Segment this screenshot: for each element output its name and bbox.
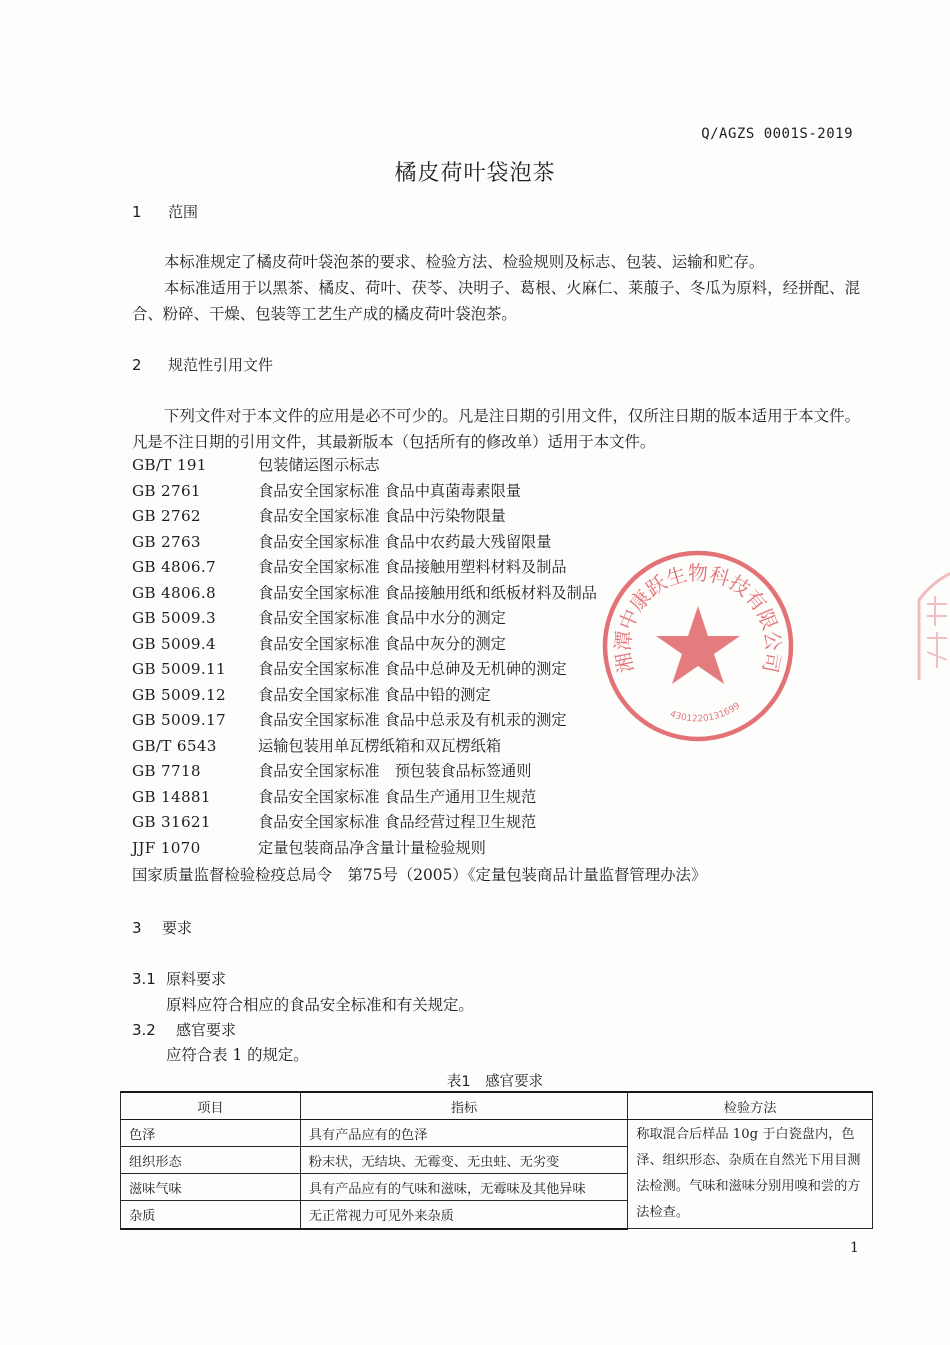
section-title: 范围 bbox=[168, 203, 199, 221]
reference-item bbox=[132, 759, 531, 784]
decree-reference: 国家质量监督检验检疫总局令 第75号（2005）《定量包装商品计量监督管理办法》 bbox=[132, 866, 707, 884]
header-index: 指标 bbox=[300, 1092, 628, 1120]
reference-title: 食品安全国家标准 食品中水分的测定 bbox=[258, 609, 506, 627]
section-3-heading bbox=[132, 917, 192, 938]
cell-index: 具有产品应有的色泽 bbox=[300, 1120, 628, 1147]
reference-code: GB 31621 bbox=[132, 813, 211, 831]
edge-seal-fragment bbox=[913, 570, 950, 680]
cell-item: 组织形态 bbox=[121, 1147, 301, 1174]
header-item: 项目 bbox=[121, 1092, 301, 1120]
reference-code: GB 2763 bbox=[132, 532, 201, 551]
reference-title: 食品安全国家标准 食品中总汞及有机汞的测定 bbox=[258, 711, 567, 729]
reference-code: JJF 1070 bbox=[132, 838, 201, 857]
reference-code: GB 5009.3 bbox=[132, 609, 216, 627]
reference-item bbox=[132, 708, 567, 733]
reference-item bbox=[132, 785, 536, 810]
reference-title: 食品安全国家标准 食品生产通用卫生规范 bbox=[258, 787, 537, 806]
reference-code: GB 5009.4 bbox=[132, 634, 216, 653]
seal-text: 湘潭中康跃生物科技有限公司 bbox=[610, 561, 786, 675]
reference-title: 食品安全国家标准 食品接触用纸和纸板材料及制品 bbox=[258, 583, 597, 602]
reference-item bbox=[132, 657, 567, 682]
cell-item: 色泽 bbox=[121, 1120, 301, 1147]
sensory-text: 应符合表 1 的规定。 bbox=[166, 1046, 309, 1064]
reference-item bbox=[132, 683, 491, 708]
reference-item bbox=[132, 606, 506, 631]
cell-index: 具有产品应有的气味和滋味，无霉味及其他异味 bbox=[300, 1174, 628, 1201]
reference-title: 定量包装商品净含量计量检验规则 bbox=[258, 838, 486, 857]
cell-item: 杂质 bbox=[121, 1201, 301, 1229]
section-2-heading bbox=[132, 354, 273, 375]
reference-title: 包装储运图示标志 bbox=[258, 456, 380, 474]
reference-item bbox=[132, 555, 567, 580]
reference-code: GB 2761 bbox=[132, 481, 201, 500]
reference-title: 食品安全国家标准 食品接触用塑料材料及制品 bbox=[258, 558, 567, 576]
reference-item bbox=[132, 453, 380, 478]
subsection-title: 感官要求 bbox=[176, 1021, 237, 1039]
reference-code: GB 5009.11 bbox=[132, 660, 226, 678]
scope-paragraph-1: 本标准规定了橘皮荷叶袋泡茶的要求、检验方法、检验规则及标志、包装、运输和贮存。 bbox=[164, 253, 765, 271]
page-title: 橘皮荷叶袋泡茶 bbox=[394, 161, 556, 186]
header-method: 检验方法 bbox=[628, 1092, 873, 1120]
sensory-table bbox=[120, 1091, 873, 1230]
scope-paragraph-2: 本标准适用于以黑茶、橘皮、荷叶、茯苓、决明子、葛根、火麻仁、莱菔子、冬瓜为原料，经拼配、混合、粉碎、干燥、包装等工艺生产成的橘皮荷叶袋泡茶。 bbox=[132, 279, 860, 323]
reference-item bbox=[132, 530, 551, 555]
reference-item bbox=[132, 479, 521, 504]
cell-method: 称取混合后样品 10g 于白瓷盘内，色泽、组织形态、杂质在自然光下用目测法检测。气味和滋味分别用嗅和尝的方法检查。 bbox=[628, 1120, 873, 1229]
document-number: Q/AGZS 0001S-2019 bbox=[701, 126, 853, 142]
reference-title: 食品安全国家标准 食品中农药最大残留限量 bbox=[258, 532, 552, 551]
reference-code: GB 5009.12 bbox=[132, 685, 226, 704]
references-intro: 下列文件对于本文件的应用是必不可少的。凡是注日期的引用文件，仅所注日期的版本适用于本文件。凡是不注日期的引用文件，其最新版本（包括所有的修改单）适用于本文件。 bbox=[132, 407, 860, 451]
reference-code: GB/T 191 bbox=[132, 456, 207, 474]
table-row bbox=[121, 1120, 873, 1147]
reference-code: GB/T 6543 bbox=[132, 736, 217, 755]
section-title: 规范性引用文件 bbox=[168, 356, 274, 374]
cell-index: 无正常视力可见外来杂质 bbox=[300, 1201, 628, 1229]
subsection-3-2-heading bbox=[132, 1019, 236, 1040]
page-number: 1 bbox=[850, 1240, 859, 1256]
cell-index: 粉末状，无结块、无霉变、无虫蛀、无劣变 bbox=[300, 1147, 628, 1174]
reference-title: 食品安全国家标准 食品中真菌毒素限量 bbox=[258, 481, 522, 500]
reference-title: 食品安全国家标准 预包装食品标签通则 bbox=[258, 762, 532, 780]
reference-title: 食品安全国家标准 食品中铅的测定 bbox=[258, 685, 491, 704]
subsection-number: 3.2 bbox=[132, 1021, 156, 1039]
section-title: 要求 bbox=[162, 919, 193, 937]
company-seal bbox=[600, 548, 796, 744]
reference-item bbox=[132, 581, 597, 606]
table-caption: 表1 感官要求 bbox=[446, 1074, 544, 1090]
raw-material-text: 原料应符合相应的食品安全标准和有关规定。 bbox=[166, 996, 474, 1014]
cell-item: 滋味气味 bbox=[121, 1174, 301, 1201]
section-number: 2 bbox=[132, 356, 142, 374]
section-number: 1 bbox=[132, 203, 142, 221]
reference-code: GB 2762 bbox=[132, 507, 201, 525]
section-1-heading bbox=[132, 201, 198, 222]
reference-item bbox=[132, 504, 506, 529]
section-number: 3 bbox=[132, 919, 142, 937]
subsection-3-1-heading bbox=[132, 968, 226, 989]
reference-code: GB 4806.8 bbox=[132, 583, 216, 602]
reference-title: 食品安全国家标准 食品中灰分的测定 bbox=[258, 634, 506, 653]
reference-item bbox=[132, 632, 506, 657]
seal-number: 4301220131699 bbox=[668, 701, 743, 725]
reference-title: 食品安全国家标准 食品经营过程卫生规范 bbox=[258, 813, 537, 831]
reference-item bbox=[132, 836, 486, 861]
subsection-title: 原料要求 bbox=[166, 970, 227, 988]
reference-item bbox=[132, 734, 501, 759]
reference-code: GB 4806.7 bbox=[132, 558, 216, 576]
reference-title: 食品安全国家标准 食品中总砷及无机砷的测定 bbox=[258, 660, 567, 678]
reference-code: GB 14881 bbox=[132, 787, 211, 806]
reference-code: GB 7718 bbox=[132, 762, 201, 780]
reference-item bbox=[132, 810, 536, 835]
table-header-row bbox=[121, 1092, 873, 1120]
subsection-number: 3.1 bbox=[132, 970, 156, 988]
reference-title: 食品安全国家标准 食品中污染物限量 bbox=[258, 507, 506, 525]
reference-title: 运输包装用单瓦楞纸箱和双瓦楞纸箱 bbox=[258, 736, 501, 755]
reference-code: GB 5009.17 bbox=[132, 711, 226, 729]
seal-star-icon bbox=[656, 606, 740, 684]
